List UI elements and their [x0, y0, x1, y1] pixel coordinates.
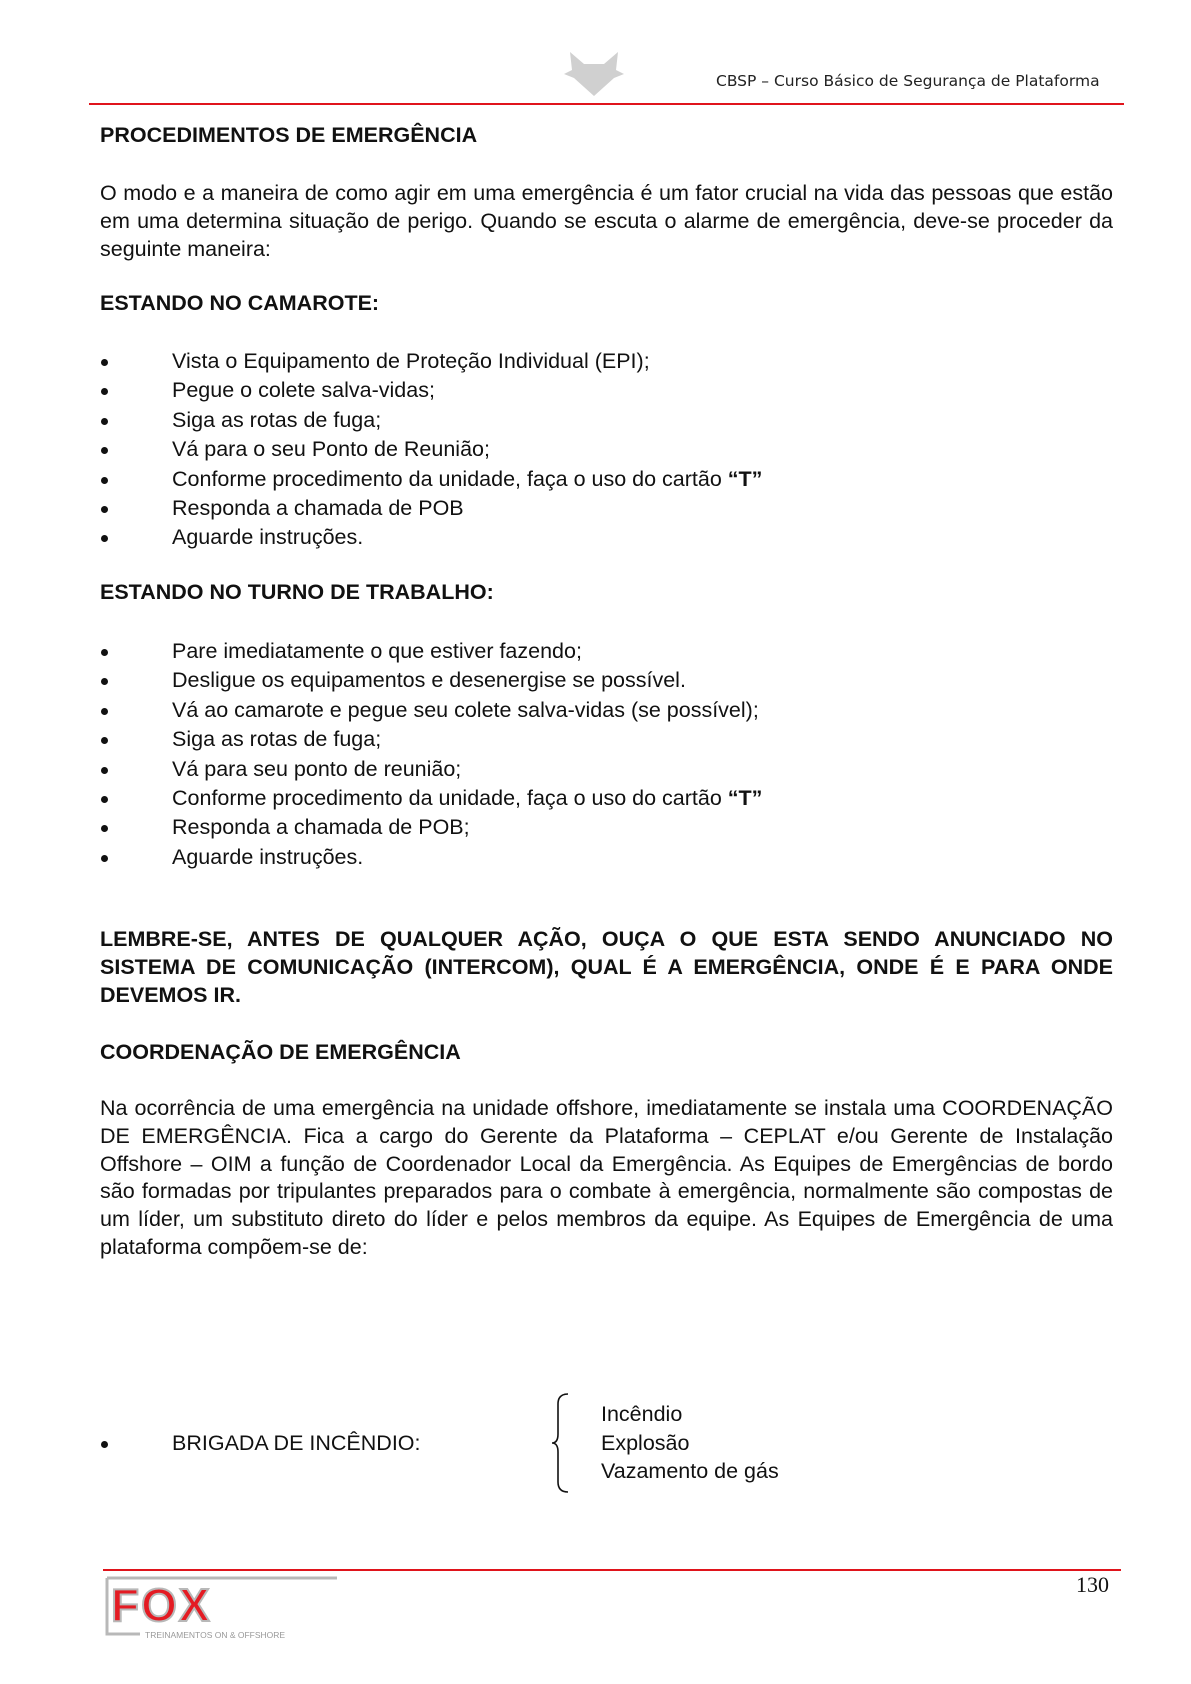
intro-paragraph: O modo e a maneira de como agir em uma emergência é um fator crucial na vida das pessoas que estão em uma determina situação de perigo. Quando se escuta o alarme de emergência, deve-se proceder da seguinte maneira: [100, 181, 1113, 261]
curly-brace-icon [550, 1392, 572, 1494]
footer-divider [103, 1569, 1121, 1571]
brigade-type-item: Incêndio [601, 1402, 683, 1426]
page-title: PROCEDIMENTOS DE EMERGÊNCIA [100, 123, 478, 147]
bullet-icon [101, 767, 108, 774]
bullet-icon [101, 678, 108, 685]
bullet-icon [101, 359, 108, 366]
coordenacao-paragraph: Na ocorrência de uma emergência na unidade offshore, imediatamente se instala uma COORDENAÇÃO DE EMERGÊNCIA. Fica a cargo do Gerente da Plataforma – CEPLAT e/ou Gerente de Instalação Offshore – OIM a função de Coordenador Local da Emergência. As Equipes de Emergências de bordo são formadas por tripulantes preparados para o combate à emergência, normalmente são compostas de um líder, um substituto direto do líder e pelos membros da equipe. As Equipes de Emergência de uma plataforma compõem-se de: [100, 1096, 1113, 1259]
section-heading-coordenacao: COORDENAÇÃO DE EMERGÊNCIA [100, 1040, 461, 1064]
section-heading-turno: ESTANDO NO TURNO DE TRABALHO: [100, 580, 494, 604]
header-divider [89, 103, 1124, 105]
brigade-type-item: Explosão [601, 1430, 690, 1455]
bullet-icon [101, 825, 108, 832]
brigade-label: BRIGADA DE INCÊNDIO: [172, 1431, 421, 1455]
bullet-icon [101, 796, 108, 803]
fox-head-icon [562, 50, 626, 98]
reminder-paragraph: LEMBRE-SE, ANTES DE QUALQUER AÇÃO, OUÇA O QUE ESTA SENDO ANUNCIADO NO SISTEMA DE COMUNICAÇÃO (INTERCOM), QUAL É A EMERGÊNCIA, ONDE É E PARA ONDE DEVEMOS IR. [100, 927, 1113, 1007]
page-number: 130 [1076, 1572, 1109, 1597]
bullet-icon [101, 708, 108, 715]
bullet-icon [101, 506, 108, 513]
brigade-types [601, 1400, 779, 1486]
svg-text:FOX: FOX [111, 1579, 212, 1631]
bullet-icon [101, 447, 108, 454]
bullet-icon [101, 649, 108, 656]
bullet-icon [101, 477, 108, 484]
bullet-icon [101, 388, 108, 395]
bullet-icon [101, 1441, 108, 1448]
section-heading-camarote: ESTANDO NO CAMAROTE: [100, 291, 380, 315]
bullet-icon [101, 535, 108, 542]
header-title: CBSP – Curso Básico de Segurança de Plataforma [716, 72, 1100, 90]
svg-text:TREINAMENTOS ON & OFFSHORE: TREINAMENTOS ON & OFFSHORE [145, 1630, 286, 1640]
bullet-icon [101, 418, 108, 425]
bullet-icon [101, 855, 108, 862]
bullet-icon [101, 737, 108, 744]
brigade-type-item: Vazamento de gás [601, 1459, 779, 1483]
document-page: CBSP – Curso Básico de Segurança de Plataforma PROCEDIMENTOS DE EMERGÊNCIA O modo e a maneira de como agir em uma emergência é um fator crucial na vida das pessoas que estão em uma determina situação de perigo. Quando se escuta o alarme de emergência, deve-se proceder da seguinte maneira: ESTANDO NO CAMAROTE: Vista o Equipamento de Proteção Individual (EPI); Pegue o colete salva-vidas; Siga as rotas de fuga; Vá para o seu Ponto de Reunião; Conforme procedimento da unidade, faça o uso do cartão “T” Responda a chamada de POB Aguarde instruções. ESTANDO NO TURNO DE TRABALHO: Pare imediatamente o que estiver fazendo; Desligue os equipamentos e desenergise se possível. Vá ao camarote e pegue seu colete salva-vidas (se possível); Siga as rotas de fuga; Vá para seu ponto de reunião; Conforme procedimento da unidade, faça o uso do cartão “T” Responda a chamada de POB; Aguarde instruções. LEMBRE-SE, ANTES DE QUALQUER AÇÃO, OUÇA O QUE ESTA SENDO ANUNCIADO NO SISTEMA DE COMUNICAÇÃO (INTERCOM), QUAL É A EMERGÊNCIA, ONDE É E PARA ONDE DEVEMOS IR. COORDENAÇÃO DE EMERGÊNCIA Na ocorrência de uma emergência na unidade offshore, imediatamente se instala uma COORDENAÇÃO DE EMERGÊNCIA. Fica a cargo do Gerente da Plataforma – CEPLAT e/ou Gerente de Instalação Offshore – OIM a função de Coordenador Local da Emergência. As Equipes de Emergências de bordo são formadas por tripulantes preparados para o combate à emergência, normalmente são compostas de um líder, um substituto direto do líder e pelos membros da equipe. As Equipes de Emergência de uma plataforma compõem-se de: BRIGADA DE INCÊNDIO: Incêndio Explosão Vazamento de gás 130 FOX TREINAMENTOS ON & OFFSHORE [0, 0, 1191, 1684]
fox-logo [105, 1576, 345, 1642]
